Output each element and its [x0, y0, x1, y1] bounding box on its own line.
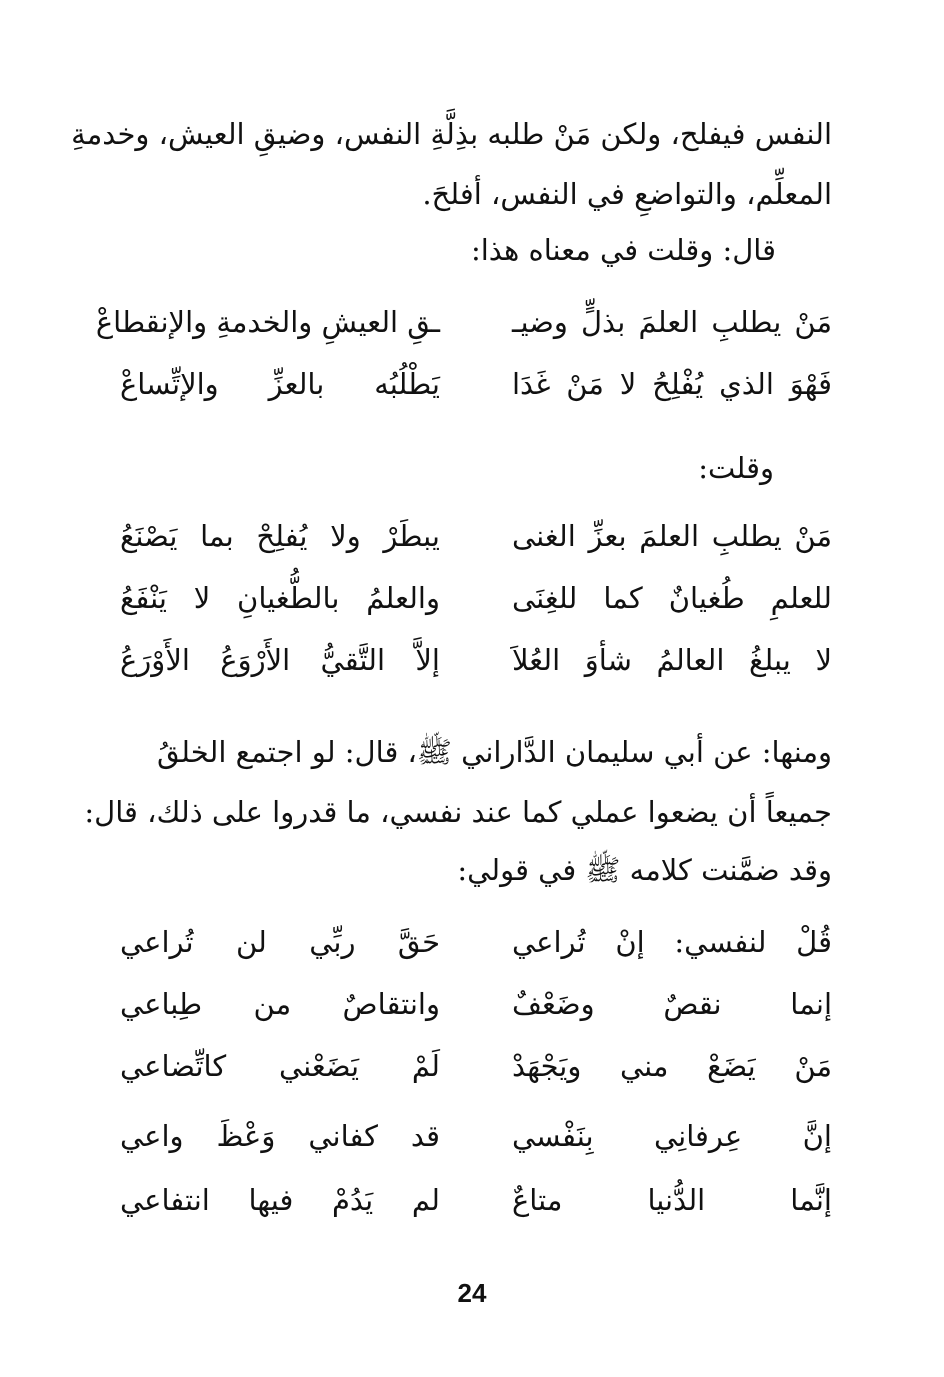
- intro-line-2: وقلت:: [698, 451, 774, 485]
- hemistich-second: قد كفاني وَعْظَ واعي: [120, 1119, 440, 1153]
- hemistich-first: إنَّما الدُّنيا متاعٌ: [512, 1183, 832, 1217]
- poem-3-verse-5: [120, 1183, 832, 1226]
- paragraph-2-line-3: وقد ضمَّنت كلامه ﷺ في قولي:: [457, 853, 832, 887]
- poem-2-verse-1: [120, 519, 832, 562]
- page-number: 24: [457, 1278, 487, 1308]
- paragraph-2-line-2: جميعاً أن يضعوا عملي كما عند نفسي، ما قدروا على ذلك، قال:: [84, 795, 832, 829]
- paragraph-1-line-1: النفس فيفلح، ولكن مَنْ طلبه بذِلَّةِ النفس، وضيقِ العيش، وخدمةِ: [71, 117, 832, 151]
- hemistich-first: مَنْ يطلبِ العلمَ بعزِّ الغنى: [512, 519, 832, 553]
- poem-3-verse-3: [120, 1049, 832, 1092]
- hemistich-second: ـقِ العيشِ والخدمةِ والإنقطاعْ: [95, 305, 440, 339]
- poem-1-verse-2: [120, 367, 832, 410]
- poem-2-verse-3: [120, 643, 832, 686]
- hemistich-second: يَطْلُبُه بالعزِّ والإتِّساعْ: [120, 367, 440, 401]
- hemistich-first: إنما نقصٌ وضَعْفٌ: [512, 987, 832, 1021]
- poem-1-verse-1: [95, 305, 832, 348]
- hemistich-first: إنَّ عِرفانِي بِنَفْسي: [512, 1119, 832, 1153]
- hemistich-second: لَمْ يَضَعْني كاتِّضاعي: [120, 1049, 440, 1083]
- hemistich-first: مَنْ يَضَعْ مني ويَجْهَدْ: [512, 1049, 832, 1083]
- hemistich-second: والعلمُ بالطُّغيانِ لا يَنْفَعُ: [120, 581, 440, 615]
- hemistich-second: يبطَرْ ولا يُفلِحْ بما يَصْنَعُ: [120, 519, 440, 553]
- hemistich-second: وانتقاصٌ من طِباعي: [120, 987, 440, 1021]
- poem-3-verse-2: [120, 987, 832, 1030]
- paragraph-1-line-2: المعلِّم، والتواضعِ في النفس، أفلحَ.: [422, 177, 832, 211]
- hemistich-first: لا يبلغُ العالمُ شأوَ العُلاَ: [512, 643, 832, 677]
- hemistich-second: لم يَدُمْ فيها انتفاعي: [120, 1183, 440, 1217]
- hemistich-first: فَهْوَ الذي يُفْلِحُ لا مَنْ غَدَا: [512, 367, 832, 401]
- poem-3-verse-1: [120, 925, 832, 968]
- intro-line-1: قال: وقلت في معناه هذا:: [470, 233, 776, 267]
- hemistich-second: حَقَّ ربِّي لن تُراعي: [120, 925, 440, 959]
- hemistich-first: للعلمِ طُغيانٌ كما للغِنَى: [512, 581, 832, 615]
- poem-3-verse-4: [120, 1119, 832, 1162]
- hemistich-second: إلاَّ التَّقيُّ الأَرْوَعُ الأَوْرَعُ: [120, 643, 440, 677]
- paragraph-2-line-1: ومنها: عن أبي سليمان الدَّاراني ﷺ، قال: لو اجتمع الخلقُ: [156, 735, 832, 769]
- poem-2-verse-2: [120, 581, 832, 624]
- hemistich-first: مَنْ يطلبِ العلمَ بذلٍّ وضيـ: [512, 305, 832, 339]
- hemistich-first: قُلْ لنفسي: إنْ تُراعي: [512, 925, 832, 959]
